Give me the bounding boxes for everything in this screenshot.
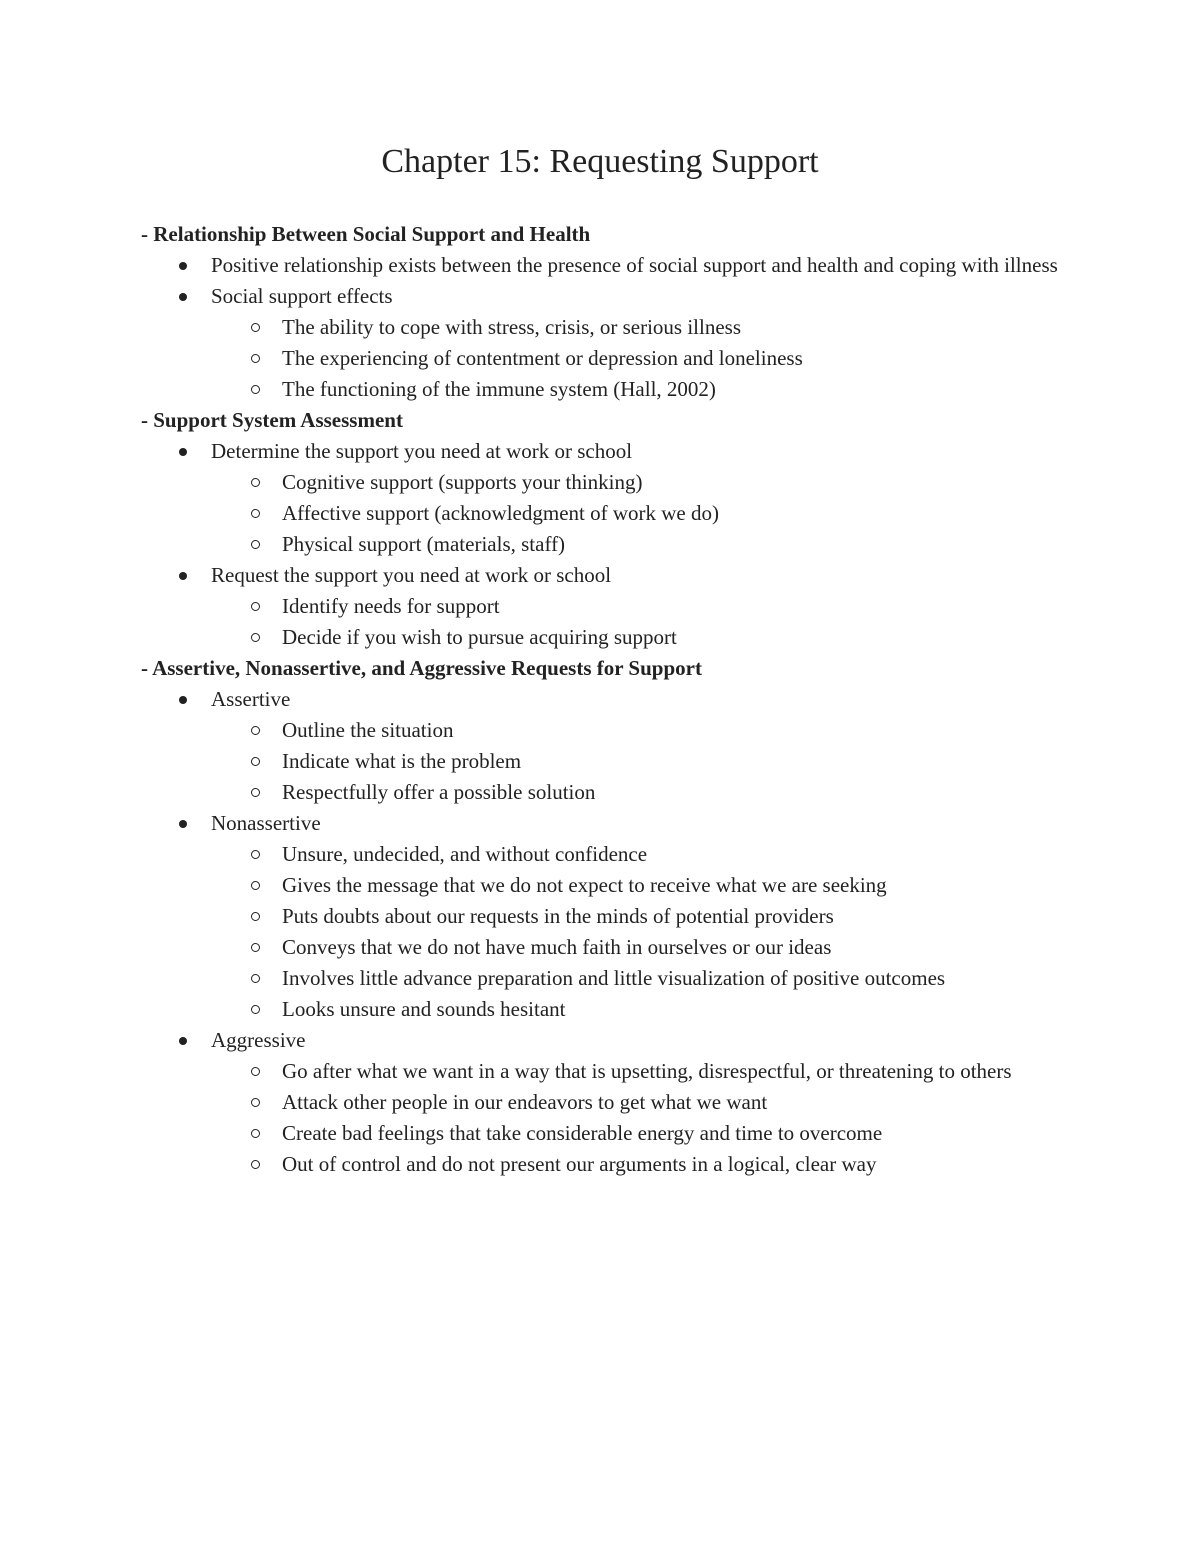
sub-bullet-item	[211, 777, 1061, 808]
sub-bullet-text: The functioning of the immune system (Hall, 2002)	[282, 377, 716, 401]
hollow-circle-bullet-icon	[251, 788, 260, 797]
document-body	[141, 219, 1061, 1180]
sub-bullet-list	[211, 1056, 1061, 1180]
bullet-item	[141, 250, 1061, 281]
filled-bullet-icon	[179, 262, 187, 270]
sub-bullet-item	[211, 963, 1061, 994]
filled-bullet-icon	[179, 293, 187, 301]
hollow-circle-bullet-icon	[251, 757, 260, 766]
sub-bullet-list	[211, 591, 1061, 653]
sub-bullet-text: Affective support (acknowledgment of work we do)	[282, 501, 719, 525]
sub-bullet-item	[211, 932, 1061, 963]
sub-bullet-text: Outline the situation	[282, 718, 454, 742]
section-heading: - Assertive, Nonassertive, and Aggressive Requests for Support	[141, 656, 702, 680]
sub-bullet-item	[211, 1087, 1061, 1118]
hollow-circle-bullet-icon	[251, 478, 260, 487]
sub-bullet-item	[211, 839, 1061, 870]
hollow-circle-bullet-icon	[251, 385, 260, 394]
hollow-circle-bullet-icon	[251, 354, 260, 363]
bullet-text: Social support effects	[211, 284, 393, 308]
hollow-circle-bullet-icon	[251, 323, 260, 332]
bullet-list	[141, 250, 1061, 405]
sub-bullet-item	[211, 1118, 1061, 1149]
sub-bullet-item	[211, 1056, 1061, 1087]
sub-bullet-text: Physical support (materials, staff)	[282, 532, 566, 556]
bullet-item	[141, 281, 1061, 405]
sub-bullet-text: Indicate what is the problem	[282, 749, 522, 773]
hollow-circle-bullet-icon	[251, 943, 260, 952]
bullet-text: Nonassertive	[211, 811, 321, 835]
sub-bullet-item	[211, 870, 1061, 901]
sub-bullet-item	[211, 591, 1061, 622]
sub-bullet-text: Conveys that we do not have much faith in ourselves or our ideas	[282, 935, 832, 959]
sub-bullet-text: Identify needs for support	[282, 594, 500, 618]
hollow-circle-bullet-icon	[251, 1098, 260, 1107]
sub-bullet-text: Gives the message that we do not expect to receive what we are seeking	[282, 873, 887, 897]
bullet-text: Assertive	[211, 687, 291, 711]
bullet-item	[141, 560, 1061, 653]
section-heading: - Support System Assessment	[141, 408, 403, 432]
sub-bullet-item	[211, 1149, 1061, 1180]
hollow-circle-bullet-icon	[251, 633, 260, 642]
outline-section	[141, 405, 1061, 653]
sub-bullet-text: Out of control and do not present our arguments in a logical, clear way	[282, 1152, 877, 1176]
sub-bullet-list	[211, 312, 1061, 405]
sub-bullet-item	[211, 343, 1061, 374]
sub-bullet-list	[211, 467, 1061, 560]
outline-section	[141, 653, 1061, 1180]
hollow-circle-bullet-icon	[251, 850, 260, 859]
bullet-list	[141, 436, 1061, 653]
sub-bullet-text: Decide if you wish to pursue acquiring support	[282, 625, 677, 649]
sub-bullet-text: Respectfully offer a possible solution	[282, 780, 596, 804]
bullet-text: Determine the support you need at work or school	[211, 439, 633, 463]
sub-bullet-text: Involves little advance preparation and little visualization of positive outcomes	[282, 966, 946, 990]
sub-bullet-text: Go after what we want in a way that is upsetting, disrespectful, or threatening to others	[282, 1059, 1012, 1083]
filled-bullet-icon	[179, 820, 187, 828]
sub-bullet-item	[211, 994, 1061, 1025]
sub-bullet-item	[211, 746, 1061, 777]
hollow-circle-bullet-icon	[251, 602, 260, 611]
bullet-list	[141, 684, 1061, 1180]
sub-bullet-text: Cognitive support (supports your thinking)	[282, 470, 643, 494]
sub-bullet-item	[211, 715, 1061, 746]
hollow-circle-bullet-icon	[251, 881, 260, 890]
sub-bullet-list	[211, 715, 1061, 808]
sub-bullet-text: The ability to cope with stress, crisis, or serious illness	[282, 315, 742, 339]
hollow-circle-bullet-icon	[251, 540, 260, 549]
hollow-circle-bullet-icon	[251, 726, 260, 735]
hollow-circle-bullet-icon	[251, 1160, 260, 1169]
hollow-circle-bullet-icon	[251, 974, 260, 983]
sub-bullet-text: Attack other people in our endeavors to get what we want	[282, 1090, 768, 1114]
sub-bullet-list	[211, 839, 1061, 1025]
filled-bullet-icon	[179, 448, 187, 456]
filled-bullet-icon	[179, 1037, 187, 1045]
bullet-text: Aggressive	[211, 1028, 306, 1052]
sub-bullet-text: Unsure, undecided, and without confidence	[282, 842, 648, 866]
bullet-item	[141, 684, 1061, 808]
sub-bullet-text: Looks unsure and sounds hesitant	[282, 997, 566, 1021]
sub-bullet-text: The experiencing of contentment or depression and loneliness	[282, 346, 803, 370]
bullet-text: Positive relationship exists between the presence of social support and health and coping with illness	[211, 253, 1058, 277]
sub-bullet-item	[211, 901, 1061, 932]
sub-bullet-item	[211, 529, 1061, 560]
hollow-circle-bullet-icon	[251, 1129, 260, 1138]
bullet-item	[141, 436, 1061, 560]
filled-bullet-icon	[179, 696, 187, 704]
sub-bullet-text: Create bad feelings that take considerable energy and time to overcome	[282, 1121, 883, 1145]
section-heading: - Relationship Between Social Support and Health	[141, 222, 591, 246]
sub-bullet-item	[211, 498, 1061, 529]
hollow-circle-bullet-icon	[251, 1067, 260, 1076]
bullet-item	[141, 1025, 1061, 1180]
sub-bullet-item	[211, 374, 1061, 405]
outline-section	[141, 219, 1061, 405]
sub-bullet-item	[211, 312, 1061, 343]
hollow-circle-bullet-icon	[251, 1005, 260, 1014]
sub-bullet-item	[211, 467, 1061, 498]
bullet-text: Request the support you need at work or school	[211, 563, 612, 587]
hollow-circle-bullet-icon	[251, 509, 260, 518]
bullet-item	[141, 808, 1061, 1025]
filled-bullet-icon	[179, 572, 187, 580]
sub-bullet-item	[211, 622, 1061, 653]
sub-bullet-text: Puts doubts about our requests in the minds of potential providers	[282, 904, 834, 928]
page-title: Chapter 15: Requesting Support	[381, 143, 819, 180]
hollow-circle-bullet-icon	[251, 912, 260, 921]
